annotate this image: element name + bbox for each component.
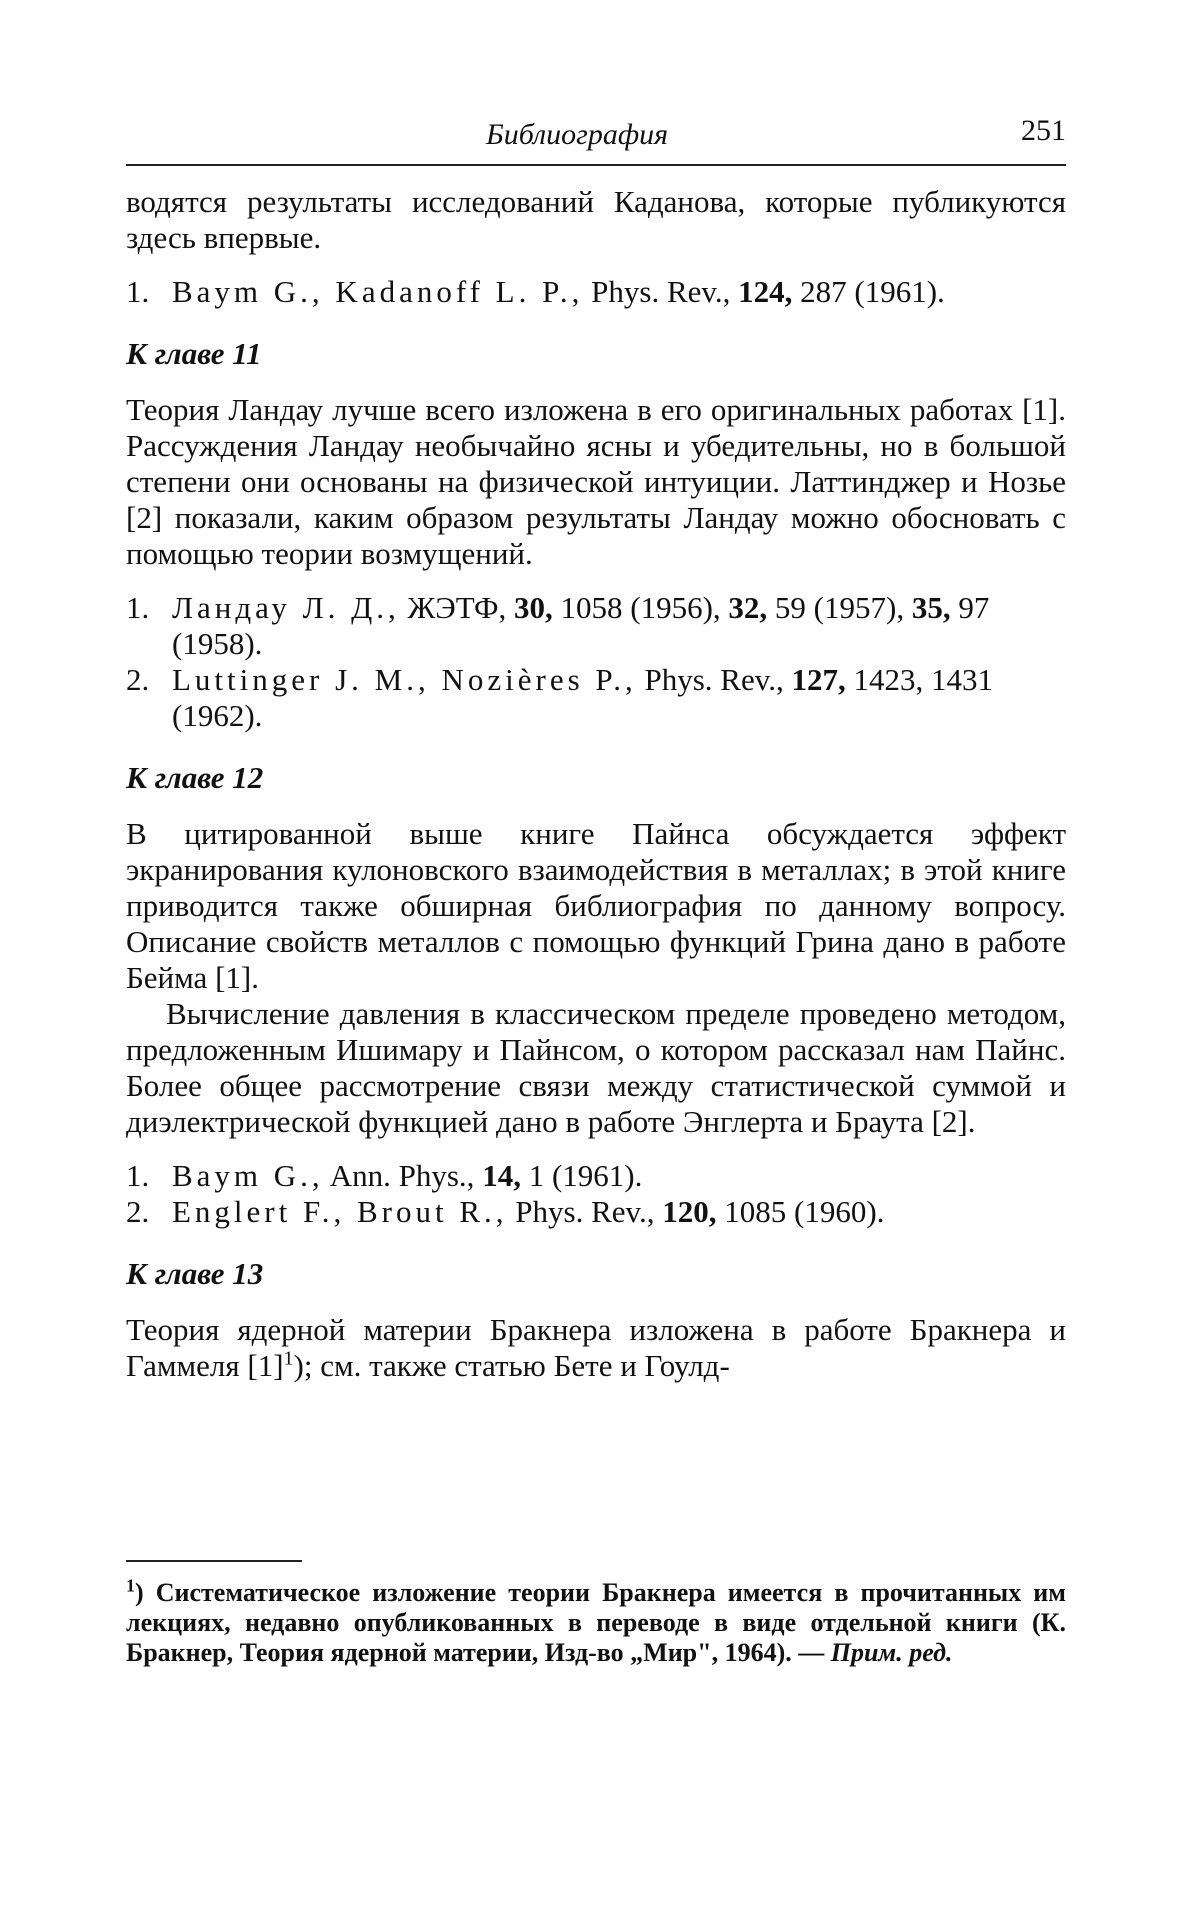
chapter-13-heading: К главе 13 (126, 1256, 264, 1291)
footnote (126, 1575, 1066, 1668)
reference-item: 1. Ландау Л. Д., ЖЭТФ, 30, 1058 (1956), 32, 59 (1957), 35, 97 (1958). (126, 590, 990, 661)
editor-note: Прим. ред. (830, 1638, 953, 1667)
chapter-11-paragraph: Теория Ландау лучше всего изложена в его оригинальных работах [1]. Рассуждения Ландау необычайно ясны и убедительны, но в большой степени они основаны на физической интуиции. Латтинджер и Нозье [2] показали, каким образом результаты Ландау можно обосновать с помощью теории возмущений. (126, 392, 1066, 571)
ref-volume: 32, (728, 590, 768, 625)
reference-item: 1. Baym G., Ann. Phys., 14, 1 (1961). (126, 1158, 643, 1193)
chapter-12-paragraph-2: Вычисление давления в классическом пределе проведено методом, предложенным Ишимару и Пайнсом, о котором рассказал нам Пайнс. Более общее рассмотрение связи между статистической суммой и диэлектрической функцией дано в работе Энглерта и Браута [2]. (126, 996, 1066, 1139)
chapter-11-heading: К главе 11 (126, 336, 262, 371)
chapter-12-heading: К главе 12 (126, 760, 264, 795)
ref-rest: 1423, 1431 (1962). (172, 662, 993, 733)
ref-authors: Baym G., (172, 1158, 324, 1193)
reference-item: 2. Luttinger J. M., Nozières P., Phys. Rev., 127, 1423, 1431 (1962). (126, 662, 993, 733)
ref-rest: 59 (1957), (774, 590, 905, 625)
page-header (126, 114, 1066, 162)
ref-authors: Ландау Л. Д., (172, 590, 400, 625)
reference-item: 2. Englert F., Brout R., Phys. Rev., 120, 1085 (1960). (126, 1194, 885, 1229)
footnote-reference: 1 (283, 1347, 294, 1370)
ref-journal: Phys. Rev., (644, 662, 784, 697)
ref-journal: Phys. Rev., (515, 1194, 655, 1229)
footnote-text: ) Систематическое изложение теории Бракнера имеется в прочитанных им лекциях, недавно опубликованных в переводе в виде отдельной книги (К. Бракнер, Теория ядерной материи, Изд-во „Мир", 1964). — (126, 1578, 1066, 1667)
ref-journal: ЖЭТФ, (407, 590, 507, 625)
ref-rest: 1085 (1960). (724, 1194, 885, 1229)
chapter-13-paragraph: Теория ядерной материи Бракнера изложена в работе Бракнера и Гаммеля $[1]^1$); см. также статью Бете и Гоулд- (126, 1312, 1066, 1383)
ref-rest: 287 (1961). (800, 274, 945, 309)
ref-rest: 1058 (1956), (560, 590, 721, 625)
ref-volume: 14, (482, 1158, 521, 1193)
ref-volume: 124, (738, 274, 793, 309)
reference-item: 1. Baym G., Kadanoff L. P., Phys. Rev., 124, 287 (1961). (126, 274, 945, 309)
chapter-12-paragraph-1: В цитированной выше книге Пайнса обсуждается эффект экранирования кулоновского взаимодействия в металлах; в этой книге приводится также обширная библиография по данному вопросу. Описание свойств металлов с помощью функций Грина дано в работе Бейма [1]. (126, 816, 1066, 995)
ref-volume: 120, (662, 1194, 717, 1229)
footnote-rule (126, 1560, 302, 1562)
ref-authors: Englert F., Brout R., (172, 1194, 508, 1229)
running-title: Библиография (486, 118, 669, 151)
ref-authors: Luttinger J. M., Nozières P., (172, 662, 637, 697)
intro-paragraph: водятся результаты исследований Каданова, которые публикуются здесь впервые. (126, 184, 1066, 255)
ref-journal: Phys. Rev., (591, 274, 731, 309)
page-number: 251 (1021, 114, 1066, 147)
ref-volume: 35, (911, 590, 951, 625)
footnote-mark: 1 (126, 1575, 135, 1596)
page-body (126, 184, 1066, 1384)
ref-journal: Ann. Phys., (329, 1158, 475, 1193)
ref-rest: 97 (1958). (172, 590, 990, 661)
header-rule (126, 164, 1066, 166)
ref-authors: Baym G., Kadanoff L. P., (172, 274, 584, 309)
ref-volume: 127, (791, 662, 846, 697)
ref-volume: 30, (514, 590, 553, 625)
ref-rest: 1 (1961). (528, 1158, 643, 1193)
